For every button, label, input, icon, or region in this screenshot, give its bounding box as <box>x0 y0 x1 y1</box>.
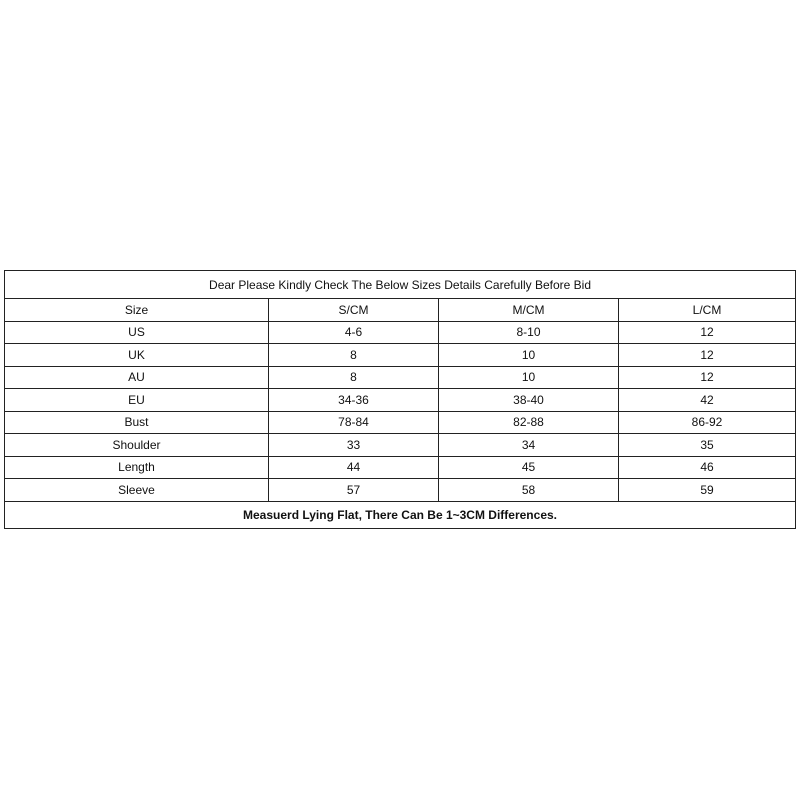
table-cell: 35 <box>619 434 796 457</box>
table-cell: 86-92 <box>619 411 796 434</box>
footer-row <box>5 501 796 528</box>
table-row <box>5 411 796 434</box>
table-cell: 10 <box>439 344 619 367</box>
row-label: Sleeve <box>5 479 269 502</box>
table-cell: 82-88 <box>439 411 619 434</box>
table-cell: 58 <box>439 479 619 502</box>
table-footer-note: Measuerd Lying Flat, There Can Be 1~3CM Differences. <box>5 501 796 528</box>
header-cell: Size <box>5 299 269 322</box>
header-cell: S/CM <box>269 299 439 322</box>
row-label: Length <box>5 456 269 479</box>
table-cell: 12 <box>619 366 796 389</box>
row-label: AU <box>5 366 269 389</box>
table-row <box>5 434 796 457</box>
header-row <box>5 299 796 322</box>
row-label: EU <box>5 389 269 412</box>
header-cell: L/CM <box>619 299 796 322</box>
table-cell: 45 <box>439 456 619 479</box>
table-cell: 8-10 <box>439 321 619 344</box>
table-row <box>5 456 796 479</box>
table-cell: 38-40 <box>439 389 619 412</box>
table-cell: 33 <box>269 434 439 457</box>
table-cell: 12 <box>619 344 796 367</box>
table-cell: 34-36 <box>269 389 439 412</box>
table-cell: 4-6 <box>269 321 439 344</box>
table-cell: 8 <box>269 366 439 389</box>
row-label: Bust <box>5 411 269 434</box>
title-row <box>5 271 796 299</box>
table-cell: 78-84 <box>269 411 439 434</box>
table-title: Dear Please Kindly Check The Below Sizes Details Carefully Before Bid <box>5 271 796 299</box>
table-cell: 46 <box>619 456 796 479</box>
header-cell: M/CM <box>439 299 619 322</box>
table-row <box>5 389 796 412</box>
row-label: UK <box>5 344 269 367</box>
table-row <box>5 344 796 367</box>
table-cell: 44 <box>269 456 439 479</box>
row-label: US <box>5 321 269 344</box>
table-cell: 12 <box>619 321 796 344</box>
table-cell: 42 <box>619 389 796 412</box>
size-chart-table <box>4 270 796 529</box>
table-cell: 59 <box>619 479 796 502</box>
table-cell: 8 <box>269 344 439 367</box>
table-cell: 10 <box>439 366 619 389</box>
table-cell: 34 <box>439 434 619 457</box>
table-row <box>5 479 796 502</box>
table-row <box>5 321 796 344</box>
row-label: Shoulder <box>5 434 269 457</box>
table-cell: 57 <box>269 479 439 502</box>
table-row <box>5 366 796 389</box>
